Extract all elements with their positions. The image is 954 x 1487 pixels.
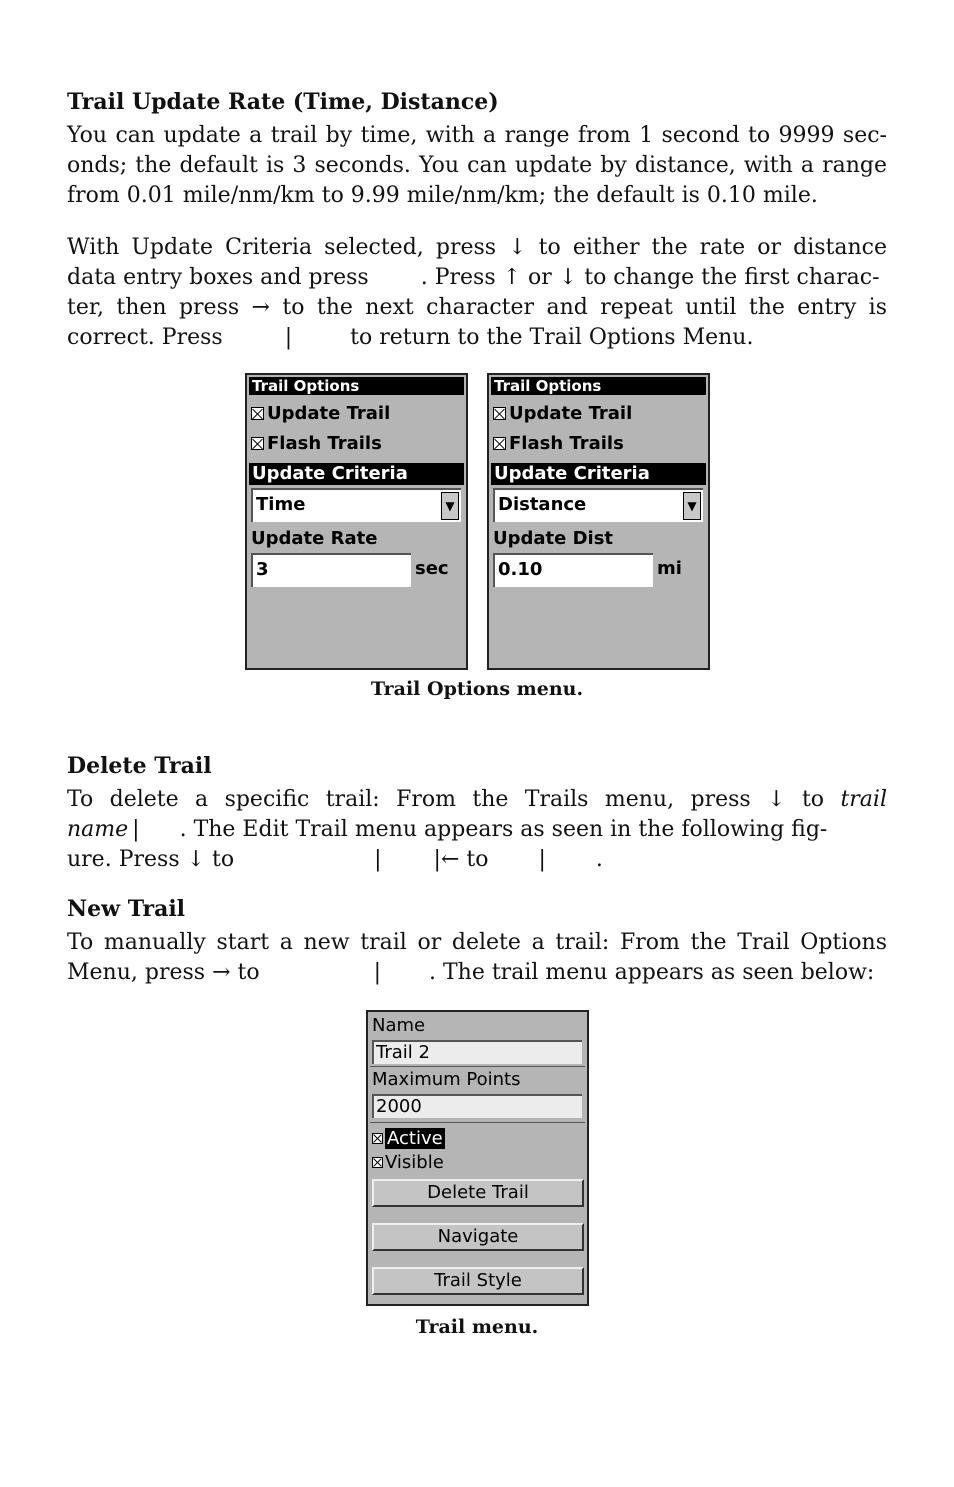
dropdown-value: Distance: [498, 494, 587, 515]
text-line: from 0.01 mile/nm/km to 9.99 mile/nm/km; the default is 0.10 mile.: [67, 183, 818, 208]
trail-options-panel-distance: [487, 373, 710, 670]
checkbox-label-selected: Active: [387, 1128, 443, 1149]
text-fragment: .: [595, 847, 603, 872]
update-criteria-label: Update Criteria: [249, 463, 464, 485]
separator-bar: |: [373, 960, 381, 985]
unit-label: sec: [415, 558, 449, 579]
panel-title: Trail Options: [249, 377, 464, 395]
text-fragment-italic: name: [67, 817, 129, 842]
figure-caption-trail-options: Trail Options menu.: [370, 678, 584, 700]
checkbox-label: Visible: [385, 1152, 444, 1173]
text-line: You can update a trail by time, with a range from 1 second to 9999 sec-: [67, 123, 887, 148]
text-fragment: . Press ↑ or ↓ to change the first charac-: [420, 265, 880, 290]
text-line: [67, 323, 887, 353]
trail-style-button[interactable]: Trail Style: [372, 1267, 584, 1295]
panel-title: Trail Options: [491, 377, 706, 395]
separator: [370, 1066, 585, 1067]
text-fragment-italic: trail: [840, 787, 887, 812]
separator-bar: |: [538, 847, 546, 872]
text-line: [67, 815, 887, 845]
paragraph-update-range: [67, 121, 887, 211]
separator: [370, 1122, 585, 1123]
trail-menu-panel: [366, 1010, 589, 1306]
update-trail-checkbox[interactable]: [493, 403, 632, 425]
name-input[interactable]: Trail 2: [372, 1040, 582, 1064]
checkbox-label: Update Trail: [267, 403, 391, 424]
text-line: [67, 785, 887, 815]
update-dist-input[interactable]: 0.10: [493, 553, 653, 587]
checked-box-icon: [493, 407, 506, 420]
text-line: [67, 263, 887, 293]
update-rate-label: Update Rate: [251, 528, 378, 549]
update-rate-input[interactable]: 3: [251, 553, 411, 587]
separator-bar: |: [284, 325, 293, 350]
dropdown-arrow-icon[interactable]: ▼: [683, 492, 701, 520]
text-fragment: to return to the Trail Options Menu.: [350, 325, 754, 350]
text-fragment: . The Edit Trail menu appears as seen in the following fig-: [179, 817, 828, 842]
update-dist-label: Update Dist: [493, 528, 614, 549]
text-line: To manually start a new trail or delete a trail: From the Trail Options: [67, 930, 887, 955]
text-fragment: . The trail menu appears as seen below:: [429, 960, 875, 985]
text-fragment: correct. Press: [67, 325, 223, 350]
separator-bar: |: [132, 817, 140, 842]
checked-box-icon: [372, 1133, 383, 1144]
update-criteria-dropdown[interactable]: [493, 488, 703, 522]
text-line: [67, 958, 887, 988]
separator-bar: |: [374, 847, 382, 872]
checked-box-icon: [251, 407, 264, 420]
text-fragment: Menu, press → to: [67, 960, 260, 985]
section-heading-new-trail: New Trail: [67, 896, 186, 922]
visible-checkbox[interactable]: [372, 1152, 444, 1174]
figure-caption-trail-menu: Trail menu.: [415, 1316, 539, 1338]
paragraph-new-trail: [67, 928, 887, 988]
active-checkbox[interactable]: [372, 1128, 445, 1150]
unit-label: mi: [657, 558, 682, 579]
trail-options-panel-time: [245, 373, 468, 670]
flash-trails-checkbox[interactable]: [251, 433, 382, 455]
text-line: ter, then press → to the next character and repeat until the entry is: [67, 295, 887, 320]
checked-box-icon: [493, 437, 506, 450]
paragraph-delete-trail: [67, 785, 887, 875]
dropdown-value: Time: [256, 494, 306, 515]
dropdown-arrow-icon[interactable]: ▼: [441, 492, 459, 520]
text-line: With Update Criteria selected, press ↓ to either the rate or distance: [67, 235, 887, 260]
text-fragment: |← to: [433, 847, 489, 872]
maximum-points-label: Maximum Points: [372, 1069, 521, 1090]
flash-trails-checkbox[interactable]: [493, 433, 624, 455]
text-line: [67, 845, 887, 875]
name-label: Name: [372, 1015, 426, 1036]
checkbox-label: Flash Trails: [509, 433, 624, 454]
checked-box-icon: [251, 437, 264, 450]
delete-trail-button[interactable]: Delete Trail: [372, 1179, 584, 1207]
update-criteria-dropdown[interactable]: [251, 488, 461, 522]
text-fragment: ure. Press ↓ to: [67, 847, 235, 872]
text-fragment: data entry boxes and press: [67, 265, 369, 290]
text-fragment: To delete a specific trail: From the Trails menu, press ↓ to: [67, 787, 825, 812]
maximum-points-input[interactable]: 2000: [372, 1094, 582, 1118]
section-heading-delete-trail: Delete Trail: [67, 753, 212, 779]
section-heading-update-rate: Trail Update Rate (Time, Distance): [67, 89, 499, 115]
checkbox-label: Update Trail: [509, 403, 633, 424]
update-criteria-label: Update Criteria: [491, 463, 706, 485]
checked-box-icon: [372, 1157, 383, 1168]
update-trail-checkbox[interactable]: [251, 403, 390, 425]
checkbox-label: Flash Trails: [267, 433, 382, 454]
paragraph-update-instructions: [67, 233, 887, 353]
text-line: onds; the default is 3 seconds. You can update by distance, with a range: [67, 153, 887, 178]
navigate-button[interactable]: Navigate: [372, 1223, 584, 1251]
